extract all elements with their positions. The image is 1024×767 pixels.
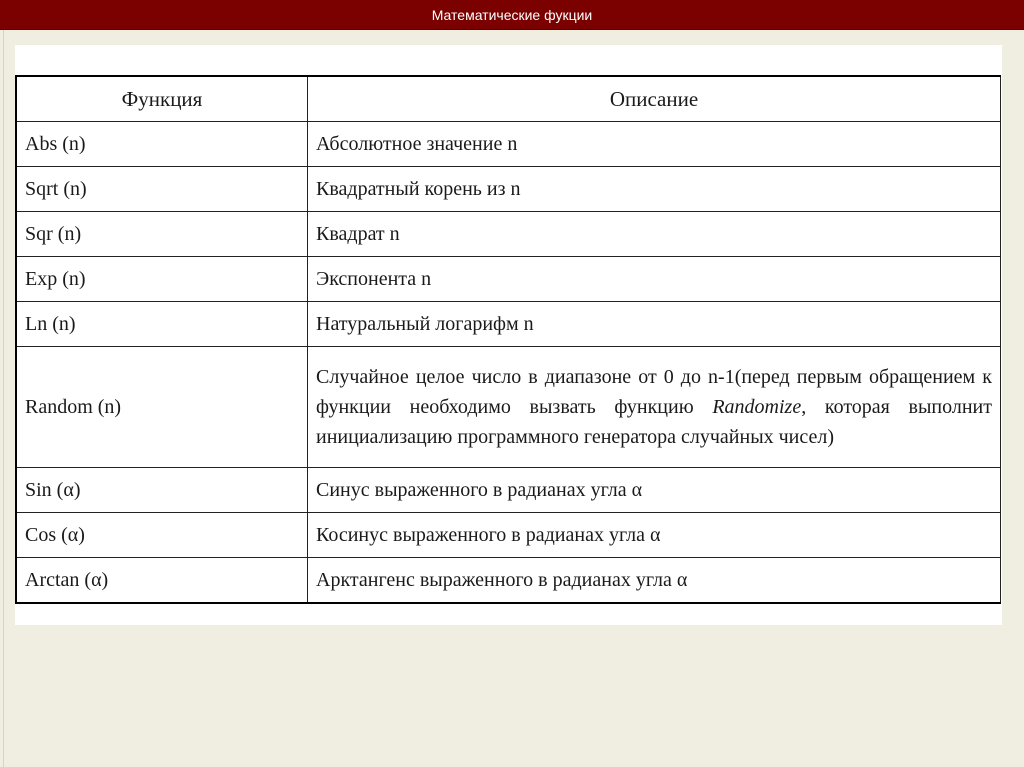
function-cell: Ln (n) (16, 302, 308, 347)
description-cell: Экспонента n (308, 257, 1001, 302)
description-text-post: , которая выполнит инициализацию программного генератора случайных чисел) (316, 396, 992, 448)
function-cell: Sqr (n) (16, 212, 308, 257)
description-cell: Синус выраженного в радианах угла α (308, 468, 1001, 513)
function-cell: Abs (n) (16, 122, 308, 167)
table-row (16, 302, 1001, 347)
function-cell: Exp (n) (16, 257, 308, 302)
table-row (16, 212, 1001, 257)
description-cell: Арктангенс выраженного в радианах угла α (308, 558, 1001, 604)
function-cell: Random (n) (16, 347, 308, 468)
slide-title-bar (0, 0, 1024, 30)
column-header-description: Описание (308, 76, 1001, 122)
function-cell: Sin (α) (16, 468, 308, 513)
table-row (16, 122, 1001, 167)
description-text-pre: Случайное целое число в диапазоне от 0 до n-1(перед первым обращением к функции необходимо вызвать функцию (316, 366, 992, 418)
math-functions-table (15, 75, 1001, 604)
table-row (16, 468, 1001, 513)
description-cell: Квадратный корень из n (308, 167, 1001, 212)
table-header-row (16, 76, 1001, 122)
function-cell: Arctan (α) (16, 558, 308, 604)
slide-title: Математические фукции (431, 6, 593, 23)
description-cell: Натуральный логарифм n (308, 302, 1001, 347)
function-cell: Cos (α) (16, 513, 308, 558)
function-cell: Sqrt (n) (16, 167, 308, 212)
table-row (16, 257, 1001, 302)
description-cell: Косинус выраженного в радианах угла α (308, 513, 1001, 558)
description-cell: Абсолютное значение n (308, 122, 1001, 167)
description-text-emphasis: Randomize (712, 396, 802, 418)
column-header-function: Функция (16, 76, 308, 122)
table-row (16, 513, 1001, 558)
table-row (16, 558, 1001, 604)
table-row (16, 347, 1001, 468)
description-cell: Квадрат n (308, 212, 1001, 257)
table-row (16, 167, 1001, 212)
description-cell (308, 347, 1001, 468)
